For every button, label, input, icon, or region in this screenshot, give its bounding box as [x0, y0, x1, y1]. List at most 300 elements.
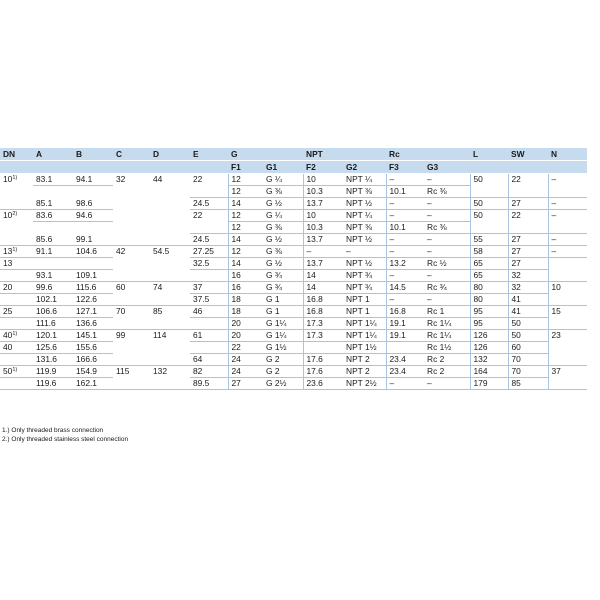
- cell-d: [150, 342, 190, 354]
- cell-g3: Rc 1: [424, 306, 470, 318]
- dn-value: 40: [3, 330, 13, 340]
- cell-b: 122.6: [73, 294, 113, 306]
- cell-l: 126: [470, 330, 508, 342]
- cell-g2: NPT 2: [343, 354, 386, 366]
- cell-e: 24.5: [190, 198, 228, 210]
- cell-n: [548, 270, 587, 282]
- cell-sw: 27: [508, 234, 548, 246]
- cell-l: 50: [470, 210, 508, 222]
- cell-f1: 14: [228, 258, 263, 270]
- header-dn: DN: [0, 148, 33, 161]
- cell-l: 50: [470, 198, 508, 210]
- cell-g1: G ⅜: [263, 222, 303, 234]
- cell-g2: NPT 1: [343, 294, 386, 306]
- cell-e: [190, 186, 228, 198]
- cell-n: –: [548, 210, 587, 222]
- cell-d: [150, 354, 190, 366]
- table-row: [0, 246, 587, 258]
- cell-e: 27.25: [190, 246, 228, 258]
- cell-c: [113, 222, 150, 234]
- cell-g2: NPT ¼: [343, 210, 386, 222]
- cell-n: [548, 354, 587, 366]
- cell-c: [113, 342, 150, 354]
- cell-l: 95: [470, 318, 508, 330]
- cell-dn: [0, 282, 33, 294]
- cell-g2: NPT 2: [343, 366, 386, 378]
- cell-f3: 10.1: [386, 222, 424, 234]
- cell-f3: –: [386, 234, 424, 246]
- cell-e: 37.5: [190, 294, 228, 306]
- header-rc: Rc: [386, 148, 470, 161]
- cell-n: 10: [548, 282, 587, 294]
- footnote-marker: 1): [12, 331, 18, 337]
- cell-sw: 41: [508, 306, 548, 318]
- cell-d: 54.5: [153, 246, 170, 257]
- cell-c: 115: [116, 366, 130, 377]
- cell-e: 89.5: [190, 378, 228, 390]
- cell-b: 94.1: [73, 174, 113, 186]
- cell-dn: [0, 234, 33, 246]
- cell-d: 85: [153, 306, 163, 317]
- cell-e: 22: [193, 174, 203, 185]
- cell-c: 60: [116, 282, 126, 293]
- cell-sw: [508, 186, 548, 198]
- cell-n: [548, 318, 587, 330]
- cell-f3: 10.1: [386, 186, 424, 198]
- cell-n: [548, 186, 587, 198]
- cell-sw: 41: [508, 294, 548, 306]
- cell-g3: –: [424, 198, 470, 210]
- cell-dn: [0, 186, 33, 198]
- cell-l: 55: [470, 234, 508, 246]
- footnote-marker: 1): [12, 247, 18, 253]
- cell-c: 32: [116, 174, 126, 185]
- cell-f3: 14.5: [386, 282, 424, 294]
- cell-g2: NPT ⅜: [343, 186, 386, 198]
- header-d: D: [150, 148, 190, 161]
- cell-n: [548, 294, 587, 306]
- cell-g2: –: [343, 246, 386, 258]
- cell-a: 83.6: [33, 210, 73, 222]
- cell-sw: 22: [508, 210, 548, 222]
- cell-b: 94.6: [73, 210, 113, 222]
- cell-sw: 22: [508, 174, 548, 186]
- cell-g3: –: [424, 270, 470, 282]
- table-row: [0, 354, 587, 366]
- cell-dn: [0, 330, 33, 342]
- cell-g2: NPT ½: [343, 198, 386, 210]
- cell-d: [150, 198, 190, 210]
- cell-f1: 18: [228, 306, 263, 318]
- cell-c: [113, 258, 150, 270]
- table-row: [0, 366, 587, 378]
- cell-dn: [0, 366, 33, 378]
- cell-f3: 23.4: [386, 366, 424, 378]
- cell-e: [190, 270, 228, 282]
- table-body: [0, 174, 587, 390]
- table-row: [0, 186, 587, 198]
- header-b: B: [73, 148, 113, 161]
- cell-e: 37: [190, 282, 228, 294]
- cell-g2: NPT 2½: [343, 378, 386, 390]
- cell-f3: –: [386, 246, 424, 258]
- cell-f1: 12: [228, 174, 263, 186]
- cell-g1: G 1½: [263, 342, 303, 354]
- header-l: L: [470, 148, 508, 161]
- cell-g2: NPT ½: [343, 258, 386, 270]
- dn-value: 25: [3, 306, 13, 316]
- cell-n: –: [548, 234, 587, 246]
- footnote-marker: 2): [12, 211, 18, 218]
- cell-b: 109.1: [73, 270, 113, 282]
- cell-f1: 12: [228, 210, 263, 222]
- cell-f1: 16: [228, 282, 263, 294]
- cell-g2: NPT ¾: [343, 282, 386, 294]
- cell-a: 85.6: [33, 234, 73, 246]
- cell-g2: NPT 1¼: [343, 318, 386, 330]
- cell-e: 61: [190, 330, 228, 342]
- cell-c: [113, 270, 150, 282]
- cell-f3: –: [386, 270, 424, 282]
- cell-d: 132: [153, 366, 167, 377]
- cell-f3: 19.1: [386, 318, 424, 330]
- cell-e: 82: [190, 366, 228, 378]
- cell-l: 58: [470, 246, 508, 258]
- cell-dn: [0, 258, 33, 270]
- cell-sw: 60: [508, 342, 548, 354]
- cell-dn: [0, 378, 33, 390]
- cell-f1: 20: [228, 318, 263, 330]
- dn-value: 13: [3, 258, 13, 268]
- table-row: [0, 378, 587, 390]
- cell-g1: G 1: [263, 294, 303, 306]
- cell-d: [150, 186, 190, 198]
- cell-g3: Rc 1¼: [424, 330, 470, 342]
- footnote-marker: 1): [12, 367, 18, 373]
- cell-sw: 70: [508, 366, 548, 378]
- table-row: [0, 174, 587, 186]
- cell-f2: 17.6: [303, 366, 343, 378]
- cell-dn: [0, 174, 33, 186]
- header-g: G: [228, 148, 303, 161]
- cell-b: 104.6: [73, 246, 113, 258]
- cell-l: 126: [470, 342, 508, 354]
- cell-a: [33, 258, 73, 270]
- header-f1: F1: [228, 161, 263, 174]
- cell-d: [150, 294, 190, 306]
- cell-d: [150, 258, 190, 270]
- cell-f2: 14: [303, 282, 343, 294]
- cell-f2: 23.6: [303, 378, 343, 390]
- cell-g3: Rc ⅜: [424, 222, 470, 234]
- cell-c: 99: [116, 330, 126, 341]
- cell-g3: –: [424, 234, 470, 246]
- cell-a: 131.6: [33, 354, 73, 366]
- cell-f2: 14: [303, 270, 343, 282]
- cell-dn: [0, 318, 33, 330]
- header-sw: SW: [508, 148, 548, 161]
- cell-dn: [0, 210, 33, 222]
- cell-dn: [0, 222, 33, 234]
- cell-f3: –: [386, 198, 424, 210]
- cell-f2: 17.6: [303, 354, 343, 366]
- cell-l: 65: [470, 270, 508, 282]
- cell-g1: G ¾: [263, 282, 303, 294]
- cell-b: 155.6: [73, 342, 113, 354]
- cell-g3: –: [424, 294, 470, 306]
- cell-d: [150, 378, 190, 390]
- cell-b: [73, 258, 113, 270]
- cell-f1: 14: [228, 234, 263, 246]
- cell-e: 32.5: [190, 258, 228, 270]
- cell-f2: 16.8: [303, 306, 343, 318]
- cell-f3: –: [386, 174, 424, 186]
- header-f3: F3: [386, 161, 424, 174]
- cell-f1: 12: [228, 246, 263, 258]
- dn-value: 10: [3, 174, 13, 185]
- cell-g1: G 1¼: [263, 330, 303, 342]
- cell-g1: G ½: [263, 258, 303, 270]
- table-row: [0, 270, 587, 282]
- cell-g1: G 1: [263, 306, 303, 318]
- cell-f2: 10: [303, 210, 343, 222]
- cell-a: 125.6: [33, 342, 73, 354]
- cell-g3: Rc ¾: [424, 282, 470, 294]
- cell-f1: 24: [228, 354, 263, 366]
- cell-dn: [0, 354, 33, 366]
- cell-g2: NPT ½: [343, 234, 386, 246]
- cell-f1: 12: [228, 186, 263, 198]
- cell-c: 70: [116, 306, 126, 317]
- cell-c: [113, 186, 150, 198]
- table-row: [0, 282, 587, 294]
- cell-l: 80: [470, 282, 508, 294]
- cell-g3: Rc 2: [424, 354, 470, 366]
- cell-b: [73, 186, 113, 198]
- cell-f3: 19.1: [386, 330, 424, 342]
- cell-g2: NPT ¾: [343, 270, 386, 282]
- cell-a: 91.1: [33, 246, 73, 258]
- cell-sw: 50: [508, 318, 548, 330]
- cell-a: 119.6: [33, 378, 73, 390]
- cell-c: [113, 210, 150, 222]
- cell-f1: 12: [228, 222, 263, 234]
- cell-d: [150, 234, 190, 246]
- cell-n: –: [548, 198, 587, 210]
- cell-l: 65: [470, 258, 508, 270]
- cell-a: 83.1: [33, 174, 73, 186]
- cell-dn: [0, 246, 33, 258]
- cell-l: 164: [470, 366, 508, 378]
- cell-sw: 27: [508, 258, 548, 270]
- cell-dn: [0, 198, 33, 210]
- header-npt: NPT: [303, 148, 386, 161]
- cell-sw: [508, 222, 548, 234]
- cell-n: 37: [548, 366, 587, 378]
- cell-f2: 10: [303, 174, 343, 186]
- cell-f1: 22: [228, 342, 263, 354]
- cell-d: 74: [153, 282, 163, 293]
- cell-n: 23: [548, 330, 587, 342]
- table-header: [0, 148, 587, 174]
- header-n: N: [548, 148, 587, 161]
- cell-sw: 70: [508, 354, 548, 366]
- cell-dn: [0, 306, 33, 318]
- cell-f2: –: [303, 246, 343, 258]
- table-row: [0, 330, 587, 342]
- cell-f3: –: [386, 210, 424, 222]
- cell-g2: NPT 1: [343, 306, 386, 318]
- cell-a: 102.1: [33, 294, 73, 306]
- cell-f2: 13.7: [303, 258, 343, 270]
- footnotes: [2, 426, 128, 444]
- cell-g2: NPT ⅜: [343, 222, 386, 234]
- cell-c: [113, 294, 150, 306]
- cell-g1: G ¼: [263, 210, 303, 222]
- cell-n: –: [548, 246, 587, 258]
- cell-b: 166.6: [73, 354, 113, 366]
- cell-d: 114: [153, 330, 167, 341]
- table-row: [0, 258, 587, 270]
- dn-value: 50: [3, 366, 13, 376]
- dimension-table-container: [0, 148, 587, 390]
- cell-f1: 14: [228, 198, 263, 210]
- dn-value: 20: [3, 282, 13, 292]
- cell-l: [470, 222, 508, 234]
- cell-g3: –: [424, 174, 470, 186]
- cell-b: 154.9: [73, 366, 113, 378]
- cell-d: [150, 318, 190, 330]
- cell-f2: 10.3: [303, 222, 343, 234]
- cell-f3: 13.2: [386, 258, 424, 270]
- cell-n: [548, 378, 587, 390]
- header-c: C: [113, 148, 150, 161]
- cell-f2: 13.7: [303, 234, 343, 246]
- table-row: [0, 222, 587, 234]
- footnote-2: 2.) Only threaded stainless steel connection: [2, 436, 129, 443]
- cell-sw: 27: [508, 198, 548, 210]
- cell-g1: G ⅜: [263, 246, 303, 258]
- cell-l: 95: [470, 306, 508, 318]
- cell-e: [190, 318, 228, 330]
- table-row: [0, 198, 587, 210]
- cell-f1: 16: [228, 270, 263, 282]
- cell-b: 127.1: [73, 306, 113, 318]
- table-row: [0, 234, 587, 246]
- cell-g1: G ⅜: [263, 186, 303, 198]
- cell-g1: G 2½: [263, 378, 303, 390]
- cell-dn: [0, 342, 33, 354]
- cell-a: 93.1: [33, 270, 73, 282]
- cell-l: 80: [470, 294, 508, 306]
- table-row: [0, 294, 587, 306]
- cell-e: 22: [193, 210, 203, 221]
- cell-a: 99.6: [33, 282, 73, 294]
- cell-g2: NPT 1½: [343, 342, 386, 354]
- cell-g3: –: [424, 378, 470, 390]
- cell-f2: 17.3: [303, 330, 343, 342]
- cell-f2: 13.7: [303, 198, 343, 210]
- cell-c: [113, 378, 150, 390]
- cell-e: 64: [190, 354, 228, 366]
- footnote-1: 1.) Only threaded brass connection: [2, 427, 104, 434]
- cell-g3: –: [424, 246, 470, 258]
- cell-n: 15: [548, 306, 587, 318]
- cell-f2: 16.8: [303, 294, 343, 306]
- cell-c: [113, 198, 150, 210]
- header-g1: G1: [263, 161, 303, 174]
- cell-b: 98.6: [73, 198, 113, 210]
- cell-c: [113, 234, 150, 246]
- cell-dn: [0, 294, 33, 306]
- cell-n: [548, 222, 587, 234]
- cell-g2: NPT 1¼: [343, 330, 386, 342]
- cell-f1: 27: [228, 378, 263, 390]
- cell-g3: Rc ½: [424, 258, 470, 270]
- cell-b: 136.6: [73, 318, 113, 330]
- cell-g3: Rc 2: [424, 366, 470, 378]
- cell-f3: –: [386, 378, 424, 390]
- cell-d: [150, 222, 190, 234]
- cell-n: [548, 258, 587, 270]
- cell-d: [150, 210, 190, 222]
- cell-e: 24.5: [190, 234, 228, 246]
- cell-f3: [386, 342, 424, 354]
- cell-b: 145.1: [73, 330, 113, 342]
- cell-g1: G 1¼: [263, 318, 303, 330]
- cell-n: [548, 342, 587, 354]
- cell-b: [73, 222, 113, 234]
- cell-f1: 18: [228, 294, 263, 306]
- cell-g1: G ¾: [263, 270, 303, 282]
- cell-f2: 10.3: [303, 186, 343, 198]
- dn-value: 13: [3, 246, 13, 256]
- cell-g3: –: [424, 210, 470, 222]
- cell-f3: –: [386, 294, 424, 306]
- cell-f2: 17.3: [303, 318, 343, 330]
- cell-c: [113, 354, 150, 366]
- cell-g1: G 2: [263, 366, 303, 378]
- cell-f1: 20: [228, 330, 263, 342]
- dimension-table: [0, 148, 587, 390]
- cell-e: 46: [190, 306, 228, 318]
- cell-l: 179: [470, 378, 508, 390]
- footnote-marker: 1): [12, 175, 18, 182]
- cell-g1: G 2: [263, 354, 303, 366]
- cell-g1: G ½: [263, 234, 303, 246]
- cell-f1: 24: [228, 366, 263, 378]
- cell-f3: 23.4: [386, 354, 424, 366]
- cell-a: 85.1: [33, 198, 73, 210]
- cell-n: –: [548, 174, 587, 186]
- cell-a: 106.6: [33, 306, 73, 318]
- table-row: [0, 318, 587, 330]
- cell-dn: [0, 270, 33, 282]
- cell-f3: 16.8: [386, 306, 424, 318]
- cell-sw: 85: [508, 378, 548, 390]
- cell-sw: 32: [508, 282, 548, 294]
- cell-f2: [303, 342, 343, 354]
- table-row: [0, 306, 587, 318]
- cell-b: 99.1: [73, 234, 113, 246]
- cell-sw: 50: [508, 330, 548, 342]
- cell-g3: Rc 1½: [424, 342, 470, 354]
- cell-g3: Rc ⅜: [424, 186, 470, 198]
- header-a: A: [33, 148, 73, 161]
- header-e: E: [190, 148, 228, 161]
- header-f2: F2: [303, 161, 343, 174]
- dn-value: 40: [3, 342, 13, 352]
